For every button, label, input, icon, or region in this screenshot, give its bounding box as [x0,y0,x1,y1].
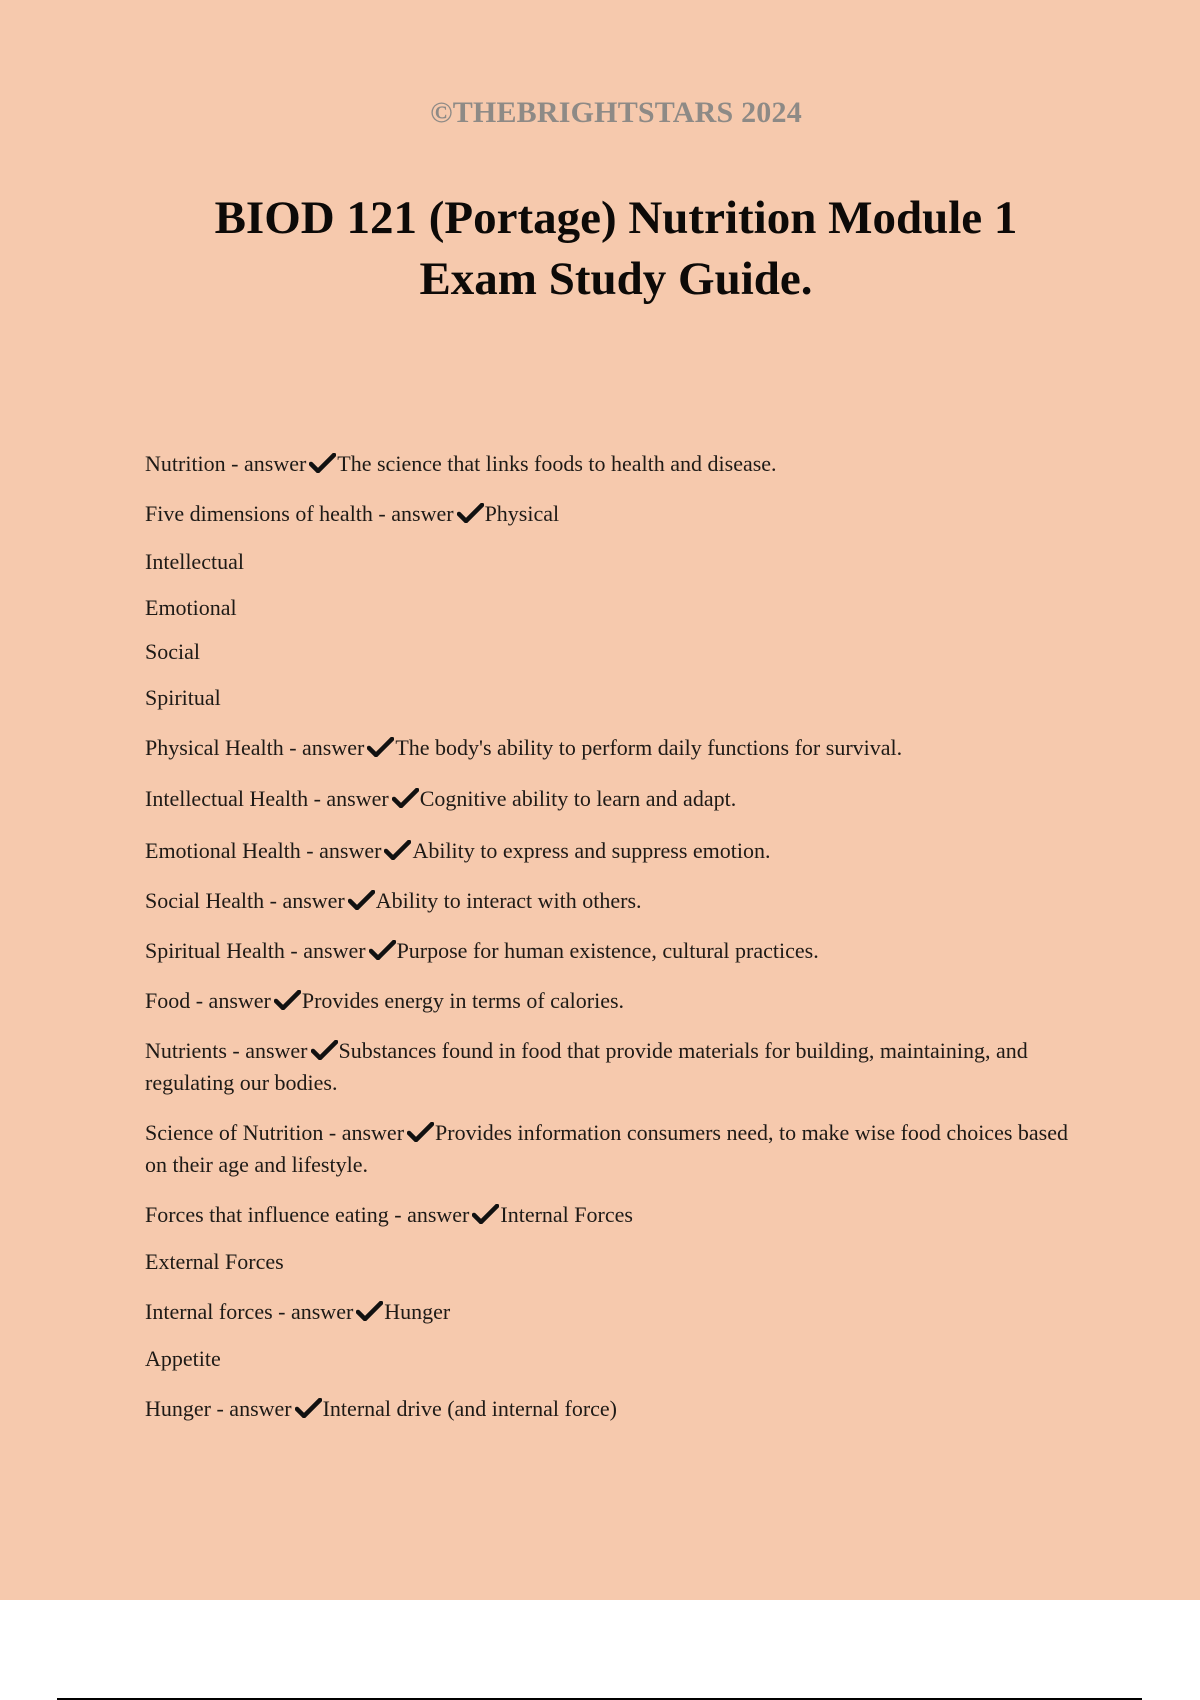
qa-item [145,985,1085,1017]
qa-answer: Substances found in food that provide materials for building, maintaining, and regulating our bodies. [145,1038,1028,1095]
qa-answer: Provides energy in terms of calories. [301,988,625,1013]
qa-item [145,732,1085,764]
checkmark-icon [309,453,336,473]
qa-answer: The science that links foods to health and disease. [337,451,777,476]
qa-item [145,1199,1085,1231]
qa-item [145,935,1085,967]
checkmark-icon [407,1122,434,1142]
copyright-watermark: ©THEBRIGHTSTARS 2024 [430,96,802,129]
qa-answer: Hunger [384,1299,451,1324]
checkmark-icon [274,990,301,1010]
qa-term: Emotional Health - answer [145,838,382,863]
qa-answer: Internal Forces [500,1202,633,1227]
qa-term: Physical Health - answer [145,735,365,760]
qa-term: Hunger - answer [145,1396,292,1421]
qa-item [145,1393,1085,1425]
qa-term: Five dimensions of health - answer [145,501,454,526]
qa-term: Social Health - answer [145,888,345,913]
checkmark-icon [356,1301,383,1321]
qa-item [145,835,1085,867]
document-title [0,188,1200,310]
qa-answer: Internal drive (and internal force) [322,1396,618,1421]
qa-term: Forces that influence eating - answer [145,1202,470,1227]
checkmark-icon [457,503,484,523]
qa-continuation: Appetite [145,1346,221,1371]
checkmark-icon [367,737,394,757]
qa-item [145,783,1085,815]
qa-term: Science of Nutrition - answer [145,1120,405,1145]
qa-item [145,448,1085,480]
qa-list [145,448,1085,1425]
title-line-2: Exam Study Guide. [419,253,813,305]
qa-answer: Ability to express and suppress emotion. [412,838,771,863]
qa-continuation: Spiritual [145,685,221,710]
checkmark-icon [472,1204,499,1224]
qa-continuation: Emotional [145,595,237,620]
qa-term: Internal forces - answer [145,1299,354,1324]
qa-item [145,1117,1085,1181]
qa-item [145,1035,1085,1099]
qa-answer: Provides information consumers need, to make wise food choices based on their age and lifestyle. [145,1120,1068,1177]
checkmark-icon [369,940,396,960]
qa-continuation: External Forces [145,1249,284,1274]
checkmark-icon [384,840,411,860]
qa-answer: Cognitive ability to learn and adapt. [419,786,737,811]
qa-term: Nutrition - answer [145,451,307,476]
checkmark-icon [311,1040,338,1060]
qa-answer: Ability to interact with others. [375,888,642,913]
qa-continuation: Social [145,639,200,664]
qa-term: Nutrients - answer [145,1038,308,1063]
qa-item [145,1296,1085,1328]
qa-item [145,885,1085,917]
qa-term: Spiritual Health - answer [145,938,366,963]
qa-answer: The body's ability to perform daily functions for survival. [395,735,903,760]
checkmark-icon [295,1398,322,1418]
qa-answer: Purpose for human existence, cultural practices. [396,938,819,963]
checkmark-icon [392,788,419,808]
qa-item [145,498,1085,530]
checkmark-icon [348,890,375,910]
qa-answer: Physical [484,501,560,526]
title-line-1: BIOD 121 (Portage) Nutrition Module 1 [214,192,1018,244]
qa-term: Intellectual Health - answer [145,786,389,811]
qa-continuation: Intellectual [145,549,244,574]
qa-term: Food - answer [145,988,271,1013]
